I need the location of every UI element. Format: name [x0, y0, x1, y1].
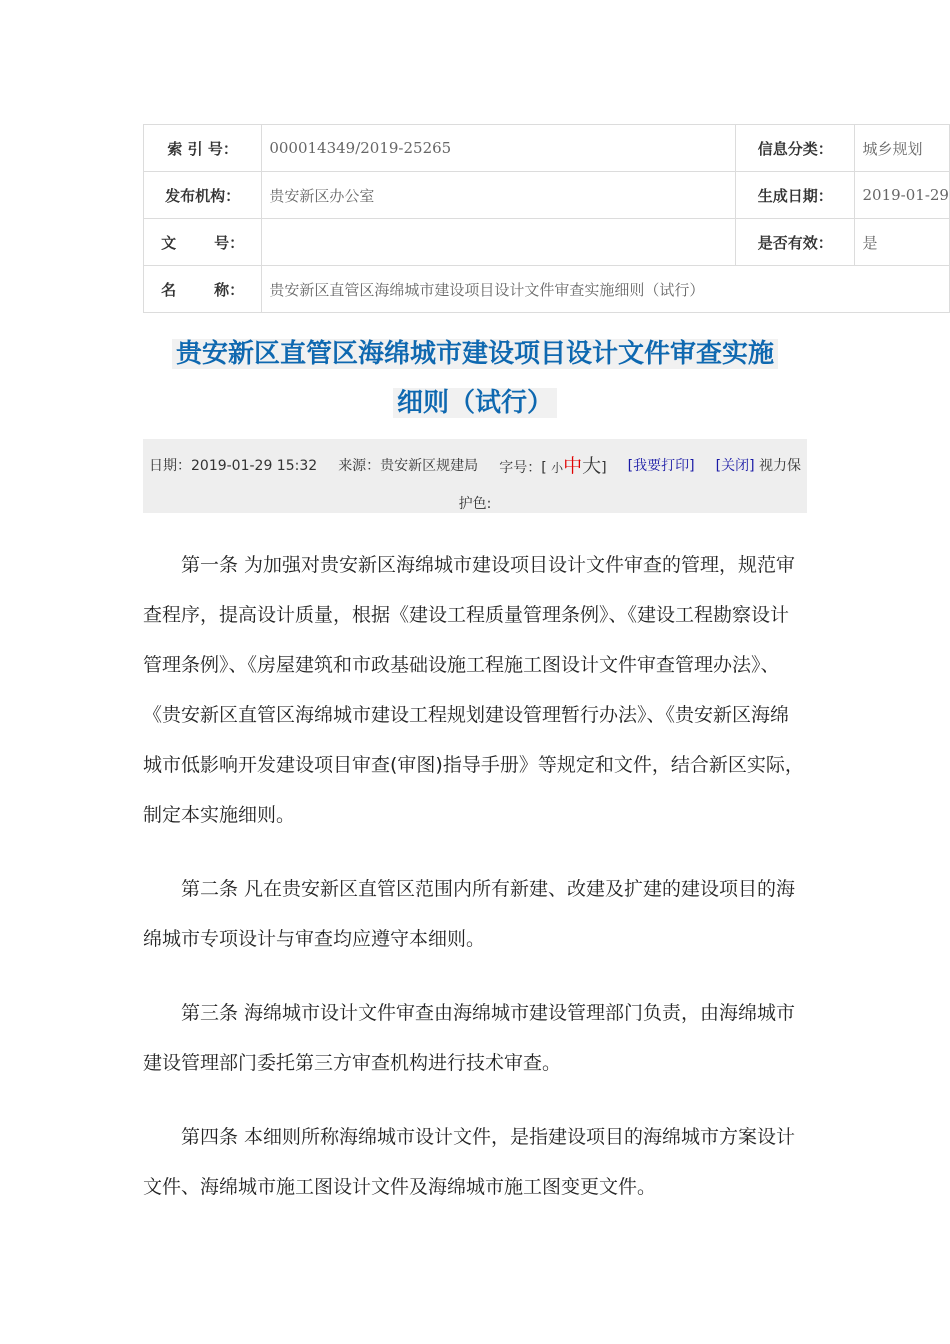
- article-body: [143, 540, 807, 1236]
- category-value: 城乡规划: [855, 125, 950, 172]
- eye-care-label-continued: 护色:: [458, 496, 492, 512]
- paragraph-article-3: 第三条 海绵城市设计文件审查由海绵城市建设管理部门负责，由海绵城市建设管理部门委托第三方审查机构进行技术审查。: [143, 1002, 796, 1074]
- paragraph-article-2: 第二条 凡在贵安新区直管区范围内所有新建、改建及扩建的建设项目的海绵城市专项设计与审查均应遵守本细则。: [143, 878, 796, 950]
- date-label: 生成日期：: [736, 172, 855, 219]
- index-label: 索 引 号：: [144, 125, 262, 172]
- font-small-button[interactable]: 小: [551, 461, 564, 475]
- article-title-line-2: 细则（试行）: [393, 388, 557, 418]
- publish-date: 日期：2019-01-29 15:32: [149, 458, 318, 474]
- meta-row-name: [144, 266, 950, 313]
- font-size-close-bracket: ]: [601, 460, 607, 476]
- document-metadata-table: [143, 124, 950, 313]
- name-label: 名 称：: [144, 266, 262, 313]
- meta-row-docno: [144, 219, 950, 266]
- print-link[interactable]: [我要打印]: [627, 458, 695, 474]
- meta-row-publisher: [144, 172, 950, 219]
- font-size-control: [499, 455, 606, 479]
- close-link[interactable]: [关闭]: [715, 458, 755, 474]
- meta-row-index: [144, 125, 950, 172]
- article-title-line-1: 贵安新区直管区海绵城市建设项目设计文件审查实施: [172, 339, 778, 369]
- article-title: [143, 330, 807, 428]
- article-info-bar: [143, 439, 807, 513]
- paragraph-article-1: 第一条 为加强对贵安新区海绵城市建设项目设计文件审查的管理，规范审查程序，提高设计质量，根据《建设工程质量管理条例》、《建设工程勘察设计管理条例》、《房屋建筑和市政基础设施工程施工图设计文件审查管理办法》、《贵安新区直管区海绵城市建设工程规划建设管理暂行办法》、《贵安新区海绵城市低影响开发建设项目审查(审图)指导手册》等规定和文件，结合新区实际，制定本实施细则。: [143, 554, 804, 826]
- index-value: 000014349/2019-25265: [262, 125, 736, 172]
- eye-care-label: 视力保: [759, 458, 801, 474]
- font-large-button[interactable]: 大: [582, 455, 602, 477]
- valid-label: 是否有效：: [736, 219, 855, 266]
- name-value: 贵安新区直管区海绵城市建设项目设计文件审查实施细则（试行）: [262, 266, 950, 313]
- publisher-value: 贵安新区办公室: [262, 172, 736, 219]
- article-source: 来源：贵安新区规建局: [338, 458, 479, 474]
- valid-value: 是: [855, 219, 950, 266]
- docno-value: [262, 219, 736, 266]
- publisher-label: 发布机构：: [144, 172, 262, 219]
- font-size-label: 字号：[: [499, 460, 552, 476]
- paragraph-article-4: 第四条 本细则所称海绵城市设计文件，是指建设项目的海绵城市方案设计文件、海绵城市施工图设计文件及海绵城市施工图变更文件。: [143, 1126, 796, 1198]
- docno-label: 文 号：: [144, 219, 262, 266]
- category-label: 信息分类：: [736, 125, 855, 172]
- date-value: 2019-01-29: [855, 172, 950, 219]
- font-medium-button[interactable]: 中: [563, 455, 583, 477]
